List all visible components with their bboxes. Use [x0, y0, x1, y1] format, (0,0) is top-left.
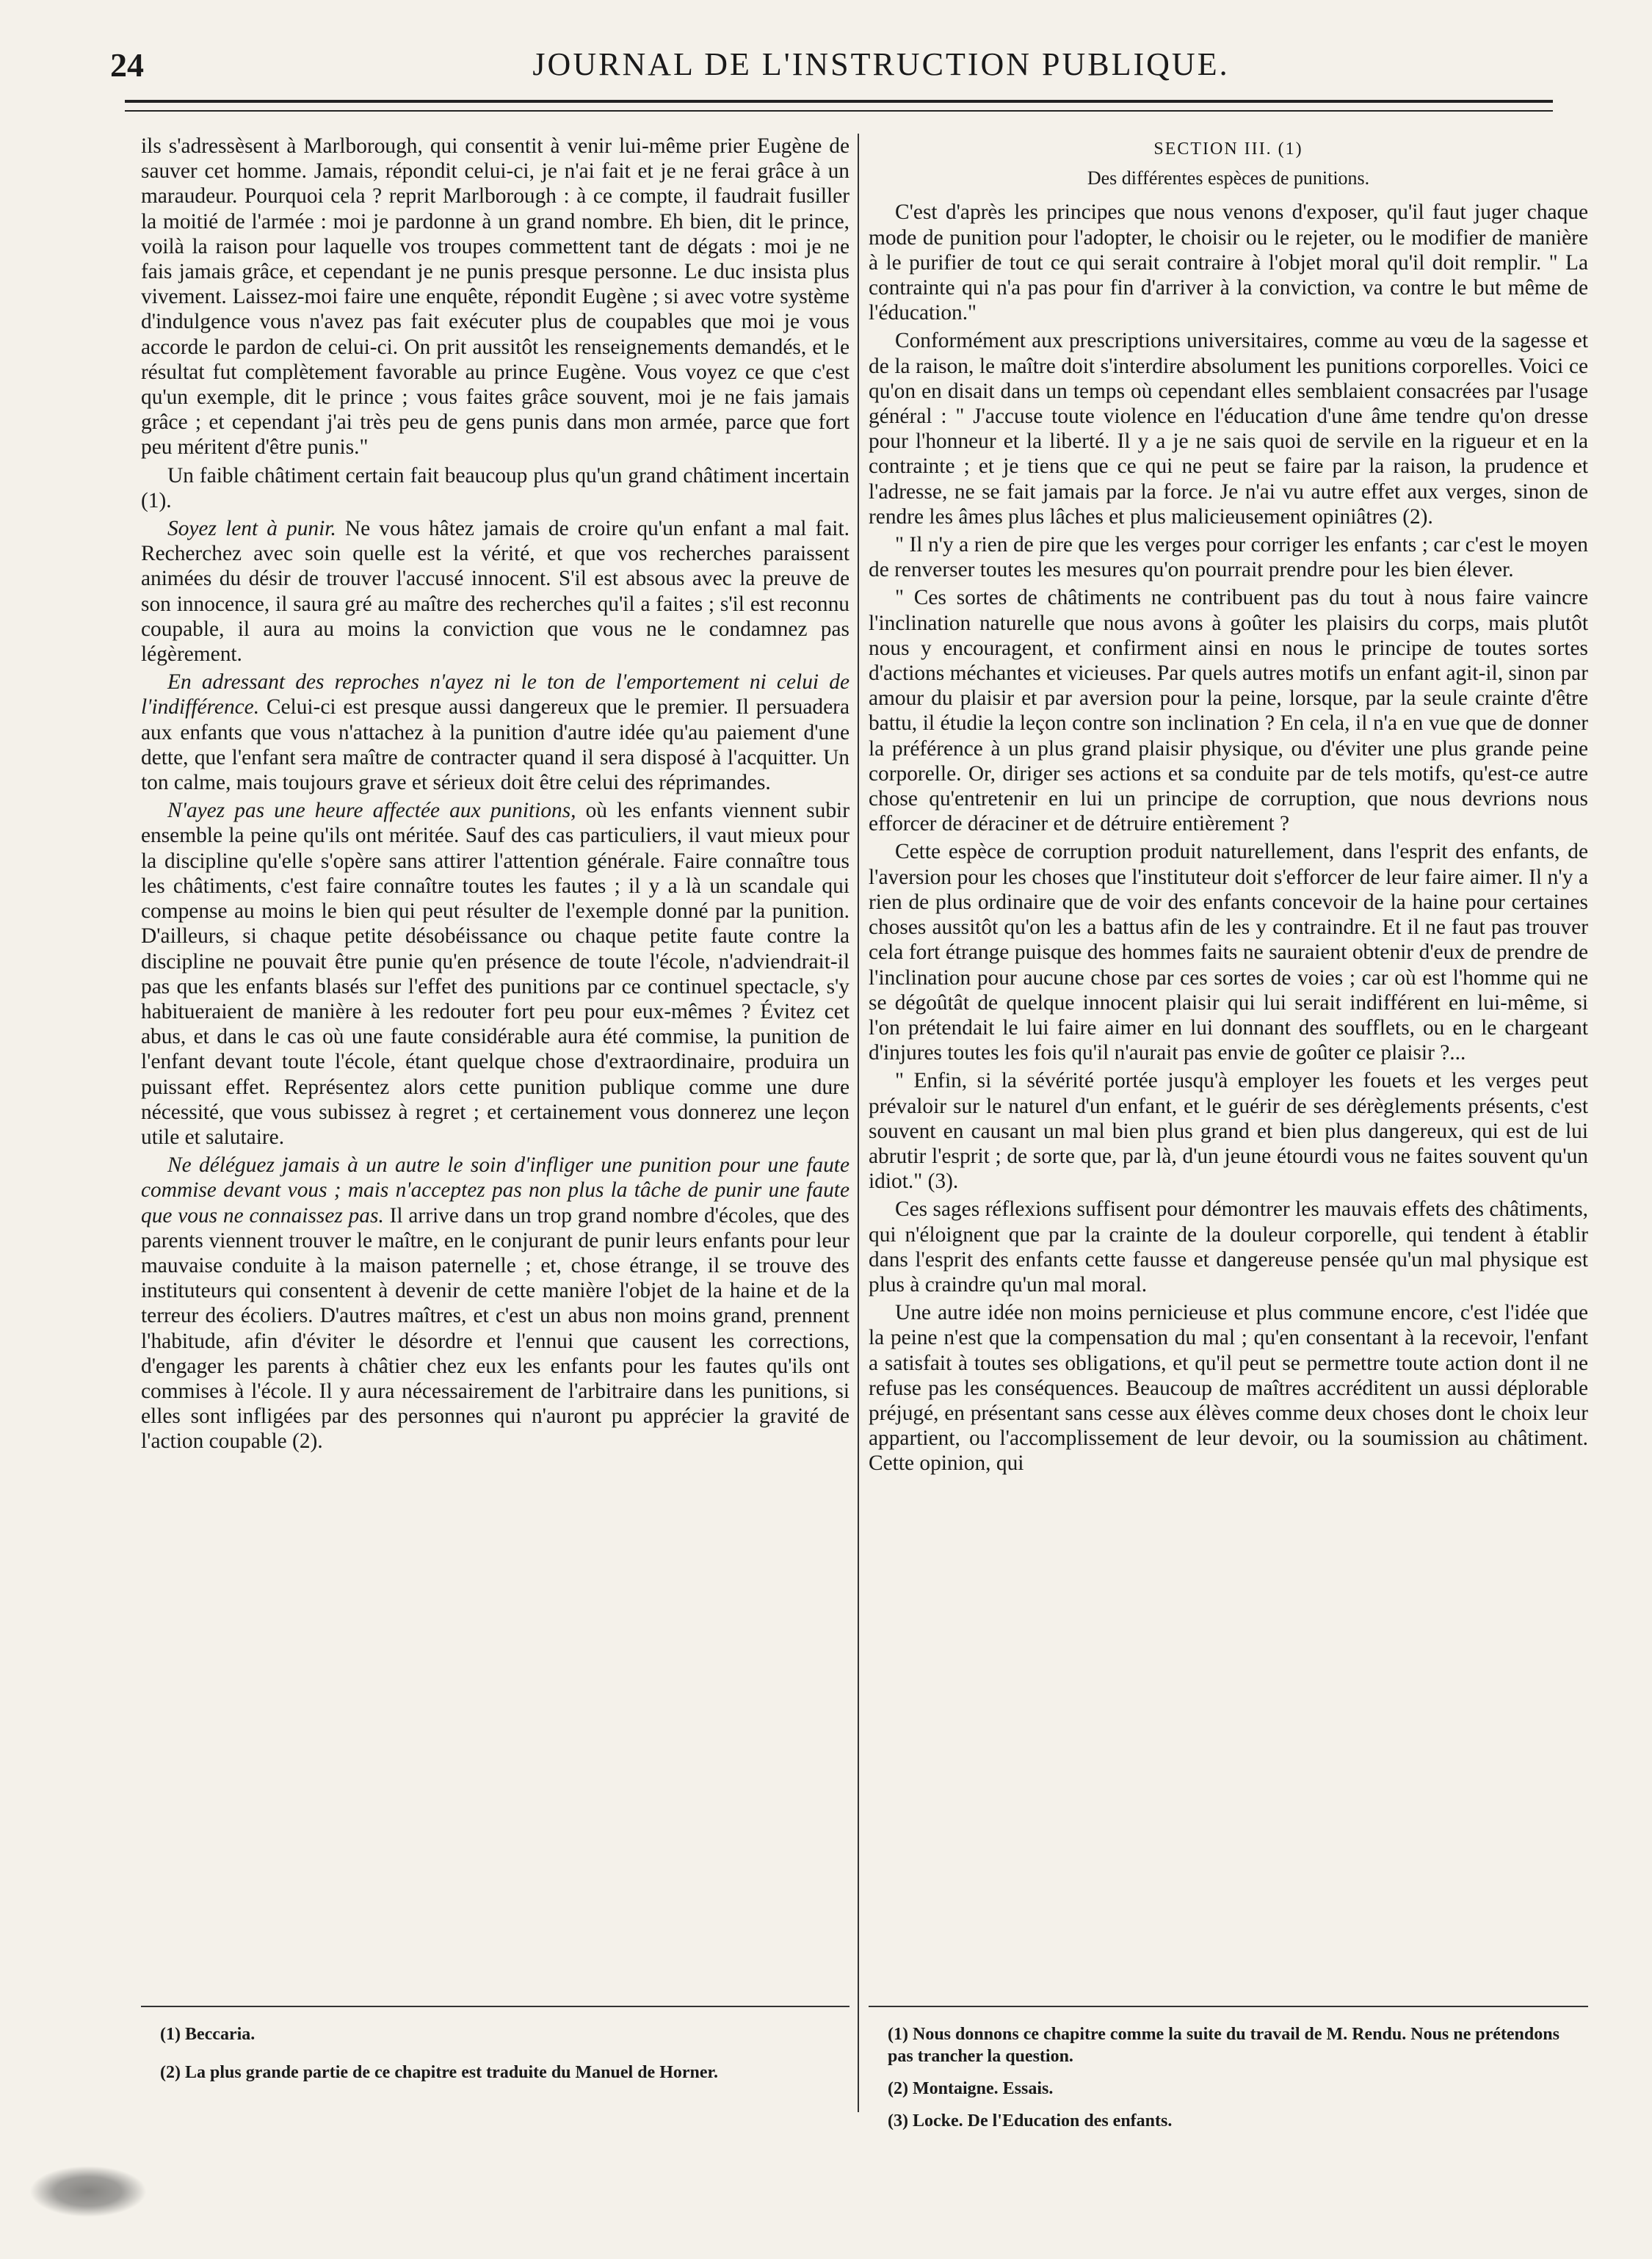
footnote-right-1: (1) Nous donnons ce chapitre comme la suite du travail de M. Rendu. Nous ne prétendons pas trancher la question. — [888, 2025, 1559, 2066]
left-paragraph-5-body: où les enfants viennent subir ensemble la peine qu'ils ont méritée. Sauf des cas particuliers, il vaut mieux pour la discipline qu'elle s'opère sans attirer l'attention générale. Faire connaître tous les châtiments, c'est faire connaître toutes les fautes ; il y a là un scandale qui compense au moins le bien qui peut résulter de l'exemple donné par la punition. D'ailleurs, si chaque petite désobéissance ou chaque petite faute contre la discipline ne pouvait être punie qu'en présence de toute l'école, n'adviendrait-il pas que les enfants blasés sur l'effet des punitions par ce continuel spectacle, s'y habitueraient de manière à les redouter fort peu pour eux-mêmes ? Évitez cet abus, et dans le cas où une faute considérable aura été commise, la punition de l'enfant devant toute l'école, étant quelque chose d'extraordinaire, produira un puissant effet. Représentez alors cette punition publique comme une dure nécessité, que vous subissez à regret ; et certainement vous donnerez une leçon utile et salutaire. — [141, 799, 849, 1149]
right-paragraph-6: " Enfin, si la sévérité portée jusqu'à employer les fouets et les verges peut prévaloir sur le naturel d'un enfant, et le guérir de ses dérèglements présents, c'est souvent en causant un mal bien plus grand et bien plus dangereux, qui est de lui abrutir l'esprit ; de sorte que, par là, d'un jeune étourdi vous ne faites souvent qu'un idiot." (3). — [869, 1069, 1588, 1194]
left-paragraph-2: Un faible châtiment certain fait beaucoup plus qu'un grand châtiment incertain (1). — [141, 463, 849, 512]
left-paragraph-6-lead: Ne déléguez jamais à un autre le soin d'infliger une punition pour une faute commise devant vous ; mais n'acceptez pas non plus la tâche de punir une faute que vous ne connaissez pas. — [141, 1153, 849, 1228]
right-paragraph-2: Conformément aux prescriptions universitaires, comme au vœu de la sagesse et de la raison, le maître doit s'interdire absolument les punitions corporelles. Voici ce qu'on en disait dans un temps où cependant elles semblaient consacrées par l'usage général : " J'accuse toute violence en l'éducation d'une âme tendre qu'on dresse pour l'honneur et la liberté. Il y a je ne sais quoi de servile en la rigueur et en la contrainte ; et je tiens que ce qui ne peut se faire par la raison, la prudence et l'adresse, ne se fait jamais par la force. Je n'ai vu autre effet aux verges, sinon de rendre les âmes plus lâches et plus malicieusement opiniâtres (2). — [869, 329, 1588, 529]
column-divider — [858, 134, 859, 2112]
right-paragraph-8: Une autre idée non moins pernicieuse et plus commune encore, c'est l'idée que la peine n'est que la compensation du mal ; qu'en consentant à la recevoir, l'enfant a satisfait à toutes ses obligations, et qu'il peut se permettre toute action dont il ne refuse pas les conséquences. Beaucoup de maîtres accréditent un aussi déplorable préjugé, en présentant sans cesse aux élèves comme deux choses dont le choix leur appartient, ou l'accomplissement de leur devoir, ou la soumission au châtiment. Cette opinion, qui — [869, 1301, 1588, 1476]
right-paragraph-5: Cette espèce de corruption produit naturellement, dans l'esprit des enfants, de l'aversion pour les choses que l'instituteur doit s'efforcer de leur faire aimer. Il n'y a rien de plus ordinaire que de voir des enfants concevoir de la haine pour certaines choses aussitôt qu'on les a battus afin de les y contraindre. Et il ne faut pas trouver cela fort étrange puisque des hommes faits ne sauraient obtenir d'eux de prendre de l'inclination pour aucune chose par ces sortes de voies ; car où est l'homme qui ne se dégoûtât de quelque innocent plaisir qui lui serait indifférent en lui-même, si l'on prétendait le lui faire aimer en lui donnant des soufflets, ou en le chargeant d'injures toutes les fois qu'il n'aurait pas envie de goûter ce plaisir ?... — [869, 840, 1588, 1065]
section-title: Des différentes espèces de punitions. — [1087, 167, 1370, 189]
ink-smudge — [29, 2166, 147, 2217]
section-label: SECTION III. (1) — [1153, 139, 1303, 159]
header-rule — [125, 100, 1553, 112]
left-paragraph-1: ils s'adressèsent à Marlborough, qui consentit à venir lui-même prier Eugène de sauver cet homme. Jamais, répondit celui-ci, je n'ai fait et je ne ferai grâce à un maraudeur. Pourquoi cela ? reprit Marlborough : à ce compte, il faudrait fusiller la moitié de l'armée : moi je pardonne à un grand nombre. Eh bien, dit le prince, voilà la raison pour laquelle vos troupes commettent tant de dégats : moi je ne fais jamais grâce, et cependant je ne punis presque personne. Le duc insista plus vivement. Laissez-moi faire une enquête, répondit Eugène ; si avec votre système d'indulgence vous n'avez pas fait exécuter plus de coupables que moi je vous accorde le pardon de celui-ci. On prit aussitôt les renseignements demandés, et le résultat fut complètement favorable au prince Eugène. Vous voyez ce que c'est qu'un exemple, dit le prince ; vous faites grâce souvent, moi je ne fais jamais grâce ; et cependant j'ai très peu de gens punis dans mon armée, parce que fort peu méritent d'être punis." — [141, 134, 849, 460]
right-paragraph-1: C'est d'après les principes que nous venons d'exposer, qu'il faut juger chaque mode de punition pour l'adopter, le choisir ou le rejeter, ou le modifier de manière à le purifier de tout ce qui serait contraire à l'objet moral qu'il doit remplir. " La contrainte qui n'a pas pour fin d'arriver à la conviction, va contre le but même de l'éducation." — [869, 200, 1588, 325]
right-column — [869, 134, 1588, 1479]
left-paragraph-3-lead: Soyez lent à punir. — [167, 517, 336, 541]
running-head: JOURNAL DE L'INSTRUCTION PUBLIQUE. — [532, 46, 1230, 82]
left-paragraph-3-body: Ne vous hâtez jamais de croire qu'un enfant a mal fait. Recherchez avec soin quelle est la vérité, et que vos recherches paraissent animées du désir de trouver l'accusé innocent. S'il est absous avec la preuve de son innocence, il saura gré au maître des recherches qu'il a faites ; s'il est reconnu coupable, il aura au moins la conviction que vous ne le condamnez pas légèrement. — [141, 517, 849, 667]
left-paragraph-6 — [141, 1153, 849, 1454]
left-paragraph-4-lead: En adressant des reproches n'ayez ni le ton de l'emportement ni celui de l'indifférence. — [141, 670, 849, 719]
footnotes-right — [869, 2006, 1588, 2142]
left-paragraph-4-body: Celui-ci est presque aussi dangereux que le premier. Il persuadera aux enfants que vous n'attachez à la punition d'autre idée qu'au paiement d'une dette, que l'enfant sera maître de contracter quand il sera disposé à l'acquitter. Un ton calme, mais toujours grave et sérieux doit être celui des réprimandes. — [141, 695, 849, 795]
footnote-left-1: (1) Beccaria. — [160, 2025, 256, 2044]
right-paragraph-4: " Ces sortes de châtiments ne contribuent pas du tout à nous faire vaincre l'inclination naturelle que nous avons à goûter les plaisirs du corps, mais plutôt nous y encouragent, et confirment ainsi en nous le principe de toutes sortes d'actions méchantes et vicieuses. Par quels autres motifs un enfant agit-il, sinon par amour du plaisir et par aversion pour la peine, lorsque, par la seule crainte d'être battu, il étudie la leçon contre son inclination ? En cela, il n'a en vue que de donner la préférence à un plus grand plaisir physique, ou d'éviter une plus grande peine corporelle. Or, diriger ses actions et sa conduite par de tels motifs, qu'est-ce autre chose qu'entretenir en lui un principe de corruption, que nous devrions nous efforcer de déraciner et de détruire entièrement ? — [869, 586, 1588, 836]
page-number: 24 — [110, 46, 144, 84]
left-paragraph-5-lead: N'ayez pas une heure affectée aux punitions, — [167, 799, 576, 823]
left-column — [141, 134, 849, 1457]
footnote-right-3: (3) Locke. De l'Education des enfants. — [888, 2111, 1173, 2131]
footnote-rule — [141, 2006, 849, 2007]
left-paragraph-5 — [141, 798, 849, 1150]
left-paragraph-6-body: Il arrive dans un trop grand nombre d'écoles, que des parents viennent trouver le maître, en le conjurant de punir leurs enfants pour leur mauvaise conduite à la maison paternelle ; et, chose étrange, il se trouve des instituteurs qui consentent à devenir de cette manière l'objet de la haine et de la terreur des écoliers. D'autres maîtres, et c'est un abus non moins grand, prennent l'habitude, afin d'éviter le désordre et l'ennui que causent les corrections, d'engager les parents à châtier chez eux les enfants pour les fautes qu'ils ont commises à l'école. Il y aura nécessairement de l'arbitraire dans les punitions, si elles sont infligées par des personnes qui n'auront pu apprécier la gravité de l'action coupable (2). — [141, 1203, 849, 1454]
left-paragraph-3 — [141, 516, 849, 667]
footnote-rule — [869, 2006, 1588, 2007]
footnotes-left — [141, 2006, 849, 2100]
right-paragraph-3: " Il n'y a rien de pire que les verges pour corriger les enfants ; car c'est le moyen de renverser toutes les mesures qu'on pourrait prendre pour les bien élever. — [869, 533, 1588, 582]
right-paragraph-7: Ces sages réflexions suffisent pour démontrer les mauvais effets des châtiments, qui n'éloignent que par la crainte de la douleur corporelle, qui tendent à établir dans l'esprit des enfants cette fausse et dangereuse pensée qu'un mal physique est plus à craindre qu'un mal moral. — [869, 1197, 1588, 1297]
footnote-right-2: (2) Montaigne. Essais. — [888, 2079, 1054, 2098]
footnote-left-2: (2) La plus grande partie de ce chapitre est traduite du Manuel de Horner. — [160, 2063, 718, 2082]
left-paragraph-4 — [141, 670, 849, 795]
